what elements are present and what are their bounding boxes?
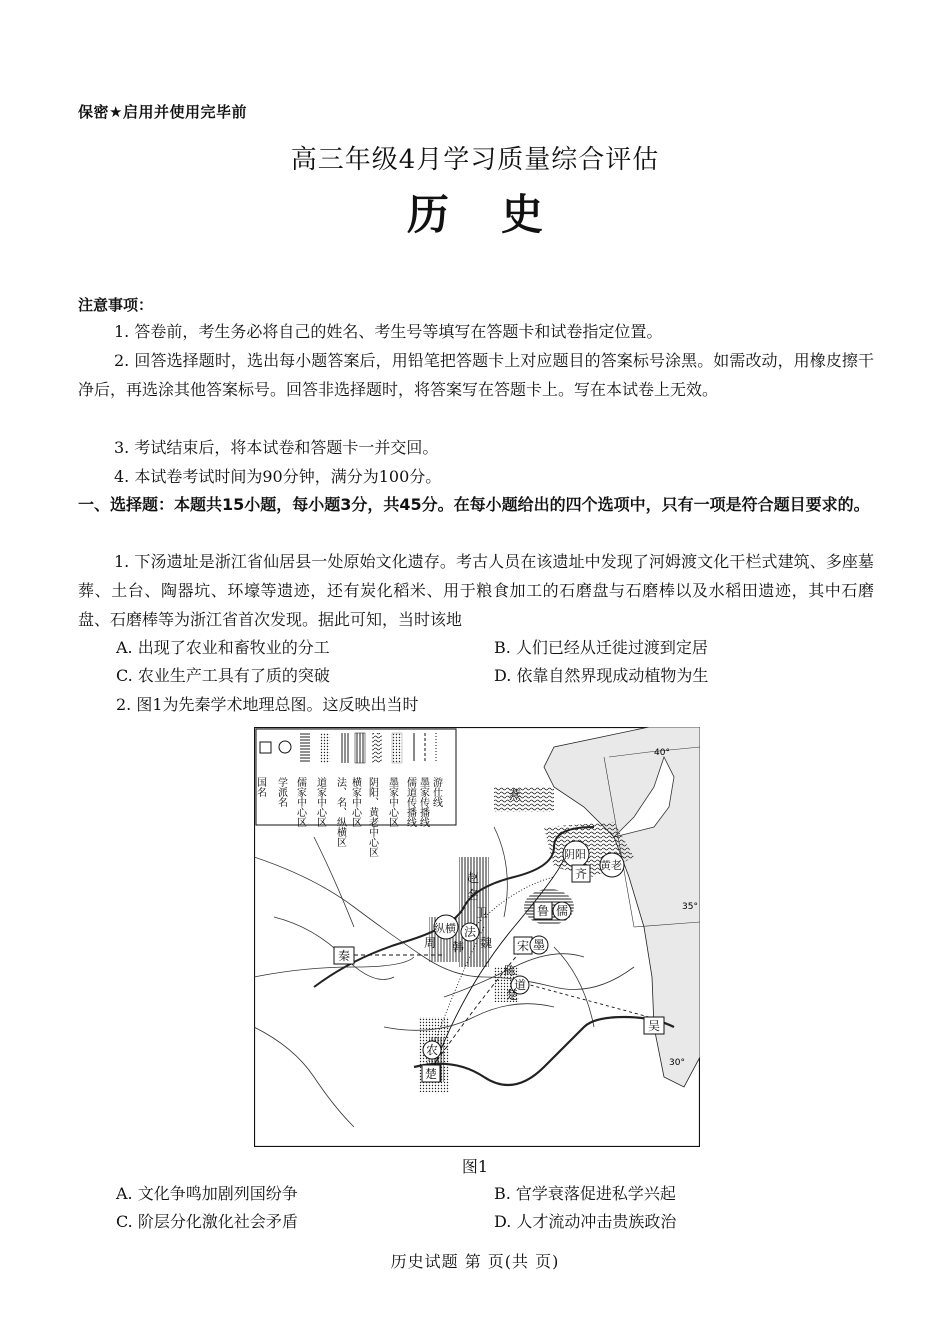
state-qi: 齐 [575,867,588,881]
school-zongheng: 纵横 [434,922,456,935]
school-fa: 法 [464,925,477,939]
note-item: 4. 本试卷考试时间为90分钟，满分为100分。 [114,467,442,486]
legend-label: 儒道传播线 [404,777,416,827]
pre-qin-academic-map [254,727,700,1147]
state-chen: 陈 [504,964,517,978]
exam-title: 高三年级4月学习质量综合评估 [290,145,660,175]
school-ming: 名 [467,888,480,902]
school-nong: 农 [426,1043,439,1057]
lat-label: 30° [669,1058,685,1068]
q1-option-d: D. 依靠自然界现成动植物为生 [494,666,709,685]
school-ru: 儒 [556,904,569,918]
school-mo: 墨 [533,938,546,952]
q2-option-c: C. 阶层分化激化社会矛盾 [116,1212,298,1231]
state-wei: 魏 [480,936,493,950]
state-han: 韩 [452,940,465,954]
legend-label: 墨家中心区 [386,777,398,827]
q2-option-d: D. 人才流动冲击贵族政治 [494,1212,677,1231]
legend-label: 学派名 [275,777,287,807]
confidential-notice: 保密★启用并使用完毕前 [78,103,247,121]
lat-label: 35° [682,902,698,912]
state-zhou: 周 [424,936,437,950]
school-yinyang: 阴阳 [564,848,586,861]
state-zhao: 赵 [467,871,480,885]
state-lu: 鲁 [537,904,550,918]
subject-title: 历史 [406,190,595,239]
q1-option-a: A. 出现了农业和畜牧业的分工 [116,638,330,657]
state-weiguo: 卫 [476,906,489,920]
legend-label: 国名 [254,777,266,797]
question-1-stem: 1. 下汤遗址是浙江省仙居县一处原始文化遗存。考古人员在该遗址中发现了河姆渡文化干栏式建筑、多座墓葬、土台、陶器坑、环壕等遗迹，还有炭化稻米、用于粮食加工的石磨盘与石磨棒以及水稻田遗迹，其中石磨盘、石磨棒等为浙江省首次发现。据此可知，当时该地 [78,552,874,629]
state-yan: 燕 [509,788,522,802]
page-footer: 历史试题 第 页(共 页) [390,1252,560,1271]
q1-option-b: B. 人们已经从迁徙过渡到定居 [494,638,708,657]
note-item: 2. 回答选择题时，选出每小题答案后，用铅笔把答题卡上对应题目的答案标号涂黑。如需改动，用橡皮擦干净后，再选涂其他答案标号。回答非选择题时，将答案写在答题卡上。写在本试卷上无效。 [78,351,874,399]
legend-label: 儒家中心区 [294,777,306,827]
legend-label: 法、名、纵横区 [334,777,346,847]
notes-heading: 注意事项： [78,296,154,314]
state-chu-north: 楚 [506,988,519,1002]
school-dao: 道 [514,978,527,992]
q2-option-b: B. 官学衰落促进私学兴起 [494,1184,676,1203]
legend-label: 阴阳、黄老中心区 [366,777,378,857]
section-heading: 一、选择题：本题共15小题，每小题3分，共45分。在每小题给出的四个选项中，只有一项是符合题目要求的。 [78,495,870,514]
state-qin: 秦 [338,949,351,963]
school-huanglao: 黄老 [600,859,622,872]
legend-label: 横家中心区 [349,777,361,827]
legend-label: 墨家传播线 [417,777,429,827]
note-item: 1. 答卷前，考生务必将自己的姓名、考生号等填写在答题卡和试卷指定位置。 [114,322,663,341]
lat-label: 40° [654,748,670,758]
state-wu: 吴 [648,1019,661,1033]
question-2-stem: 2. 图1为先秦学术地理总图。这反映出当时 [116,695,419,714]
q2-option-a: A. 文化争鸣加剧列国纷争 [116,1184,298,1203]
state-song: 宋 [517,939,530,953]
note-item: 3. 考试结束后，将本试卷和答题卡一并交回。 [114,438,439,457]
state-chu: 楚 [425,1067,438,1081]
legend-label: 游仕线 [430,777,442,807]
figure-caption: 图1 [461,1157,489,1176]
q1-option-c: C. 农业生产工具有了质的突破 [116,666,330,685]
legend-label: 道家中心区 [314,777,326,827]
